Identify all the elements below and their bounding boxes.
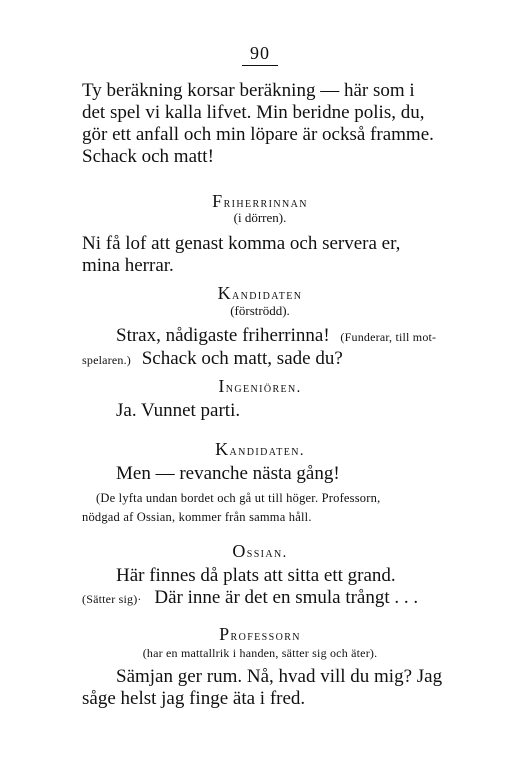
text-line: det spel vi kalla lifvet. Min beridne polis, du, (82, 102, 425, 123)
dialogue-paragraph (82, 325, 476, 371)
text-line: Schack och matt! (82, 146, 214, 167)
inline-stage-direction: (Funderar, till mot- (340, 330, 437, 344)
text-line: Men — revanche nästa gång! (116, 463, 340, 484)
inline-stage-direction: (Sätter sig)· (82, 592, 142, 606)
text-line: (Sätter sig)· Där inne är det en smula trångt . . . (82, 587, 419, 608)
text-line: Ni få lof att genast komma och servera er, (82, 233, 401, 254)
text-line: såge helst jag finge äta i fred. (82, 688, 306, 709)
speaker-name: Ossian. (232, 541, 288, 561)
stage-line: nödgad af Ossian, kommer från samma håll. (82, 510, 312, 524)
inline-stage-direction: spelaren.) (82, 353, 131, 367)
dialogue-paragraph (82, 80, 474, 168)
text-line: gör ett anfall och min löpare är också framme. (82, 124, 434, 145)
stage-direction: (i dörren). (233, 210, 287, 225)
text-line: Sämjan ger rum. Nå, hvad vill du mig? Jag (116, 666, 443, 687)
speaker-name: Friherrinnan (212, 191, 308, 211)
dialogue-paragraph (82, 233, 474, 277)
stage-direction-paragraph (82, 489, 476, 527)
text-line: spelaren.) Schack och matt, sade du? (82, 348, 343, 369)
dialogue-paragraph (82, 666, 476, 710)
speaker-name: Kandidaten. (215, 439, 305, 459)
stage-line: (De lyfta undan bordet och gå ut till höger. Professorn, (96, 491, 381, 505)
text-line: mina herrar. (82, 255, 174, 276)
text-line: Ja. Vunnet parti. (116, 400, 241, 421)
speaker-name: Professorn (219, 624, 301, 644)
text-line: Ty beräkning korsar beräkning — här som i (82, 80, 415, 101)
text-line: Strax, nådigaste friherrinna! (Funderar, till mot- (116, 325, 437, 346)
dialogue-paragraph (116, 400, 508, 422)
stage-direction: (har en mattallrik i handen, sätter sig och äter). (142, 646, 378, 660)
page-number: 90 (0, 42, 520, 66)
speaker-name: Kandidaten (217, 283, 303, 303)
dialogue-paragraph (116, 463, 508, 485)
dialogue-paragraph (82, 565, 476, 610)
stage-direction: (förströdd). (230, 303, 290, 318)
text-line: Här finnes då plats att sitta ett grand. (116, 565, 396, 586)
speaker-name: Ingeniören. (218, 376, 302, 396)
